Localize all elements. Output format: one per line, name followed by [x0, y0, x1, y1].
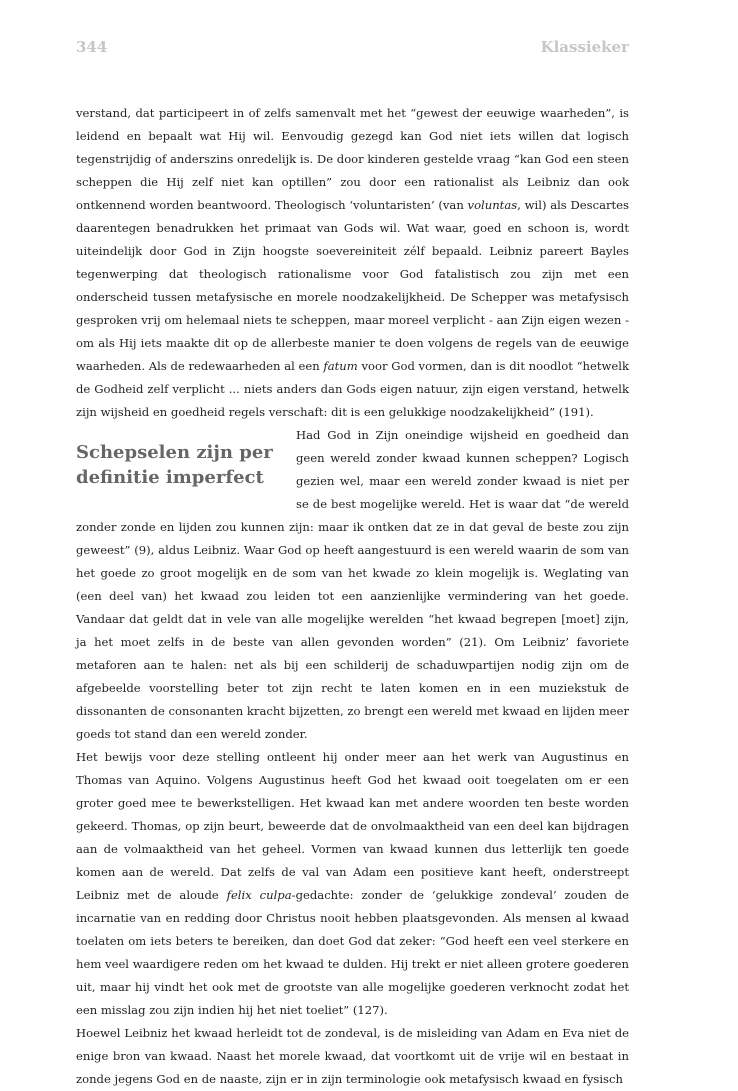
paragraph-3-emphasis-felix-culpa: felix culpa — [226, 888, 292, 902]
paragraph-3 — [76, 746, 629, 1022]
running-title: Klassieker — [540, 38, 629, 56]
paragraph-1-text-c: voor God vormen, dan is dit noodlot “hetwelk de Godheid zelf verplicht ... niets anders dan Gods eigen natuur, zijn eigen verstand, hetwelk zijn wijsheid en goedheid regels verschaft: dit is een gelukkige noodzakelijkheid” (191). — [76, 359, 629, 419]
paragraph-1-text-b: , wil) als Descartes daarentegen benadrukken het primaat van Gods wil. Wat waar, goed en schoon is, wordt uiteindelijk door God in Zijn hoogste soevereiniteit zélf bepaald. Leibniz pareert Bayles tegenwerping dat theologisch rationalisme voor God fatalistisch zou zijn met een onderscheid tussen metafysische en morele noodzakelijkheid. De Schepper was metafysisch gesproken vrij om helemaal niets te scheppen, maar moreel verplicht - aan Zijn eigen wezen - om als Hij iets maakte dit op de allerbeste manier te doen volgens de regels van de eeuwige waarheden. Als de redewaarheden al een — [76, 198, 629, 373]
paragraph-1-emphasis-fatum: fatum — [323, 359, 358, 373]
paragraph-3-text-b: -gedachte: zonder de ‘gelukkige zondeval’ zouden de incarnatie van en redding door Christus nooit hebben plaatsgevonden. Als mensen al kwaad toelaten om iets beters te bereiken, dan doet God dat zeker: “God heeft een veel sterkere en hem veel waardigere reden om het kwaad te dulden. Hij trekt er niet alleen grotere goederen uit, maar hij vindt het ook met de grootste van alle mogelijke goederen verknocht zodat het een misslag zou zijn indien hij het niet toeliet” (127). — [76, 888, 629, 1017]
paragraph-1-emphasis-voluntas: voluntas — [467, 198, 518, 212]
paragraph-1 — [76, 102, 629, 424]
page-number: 344 — [76, 38, 108, 56]
page-header — [76, 38, 629, 62]
paragraph-3-text-a: Het bewijs voor deze stelling ontleent hij onder meer aan het werk van Augustinus en Thomas van Aquino. Volgens Augustinus heeft God het kwaad ooit toegelaten om er een groter goed mee te bewerkstelligen. Het kwaad kan met andere woorden ten beste worden gekeerd. Thomas, op zijn beurt, beweerde dat de onvolmaaktheid van een deel kan bijdragen aan de volmaaktheid van het geheel. Vormen van kwaad kunnen dus letterlijk ten goede komen aan de wereld. Dat zelfs de val van Adam een positieve kant heeft, onderstreept Leibniz met de aloude — [76, 750, 629, 902]
paragraph-4: Hoewel Leibniz het kwaad herleidt tot de zondeval, is de misleiding van Adam en Eva niet de enige bron van kwaad. Naast het morele kwaad, dat voortkomt uit de vrije wil en bestaat in zonde jegens God en de naaste, zijn er in zijn terminologie ook metafysisch kwaad en fysisch — [76, 1026, 629, 1086]
paragraph-2: Had God in Zijn oneindige wijsheid en goedheid dan geen wereld zonder kwaad kunnen scheppen? Logisch gezien wel, maar een wereld zonder kwaad is niet per se de best mogelijke wereld. Het is waar dat “de wereld zonder zonde en lijden zou kunnen zijn: maar ik ontken dat ze in dat geval de beste zou zijn geweest” (9), aldus Leibniz. Waar God op heeft aangestuurd is een wereld waarin de som van het goede zo groot mogelijk en de som van het kwade zo klein mogelijk is. Weglating van (een deel van) het kwaad zou leiden tot een aanzienlijke vermindering van het goede. Vandaar dat geldt dat in vele van alle mogelijke werelden “het kwaad begrepen [moet] zijn, ja het moet zelfs in de beste van allen gevonden worden” (21). Om Leibniz’ favoriete metaforen aan te halen: net als bij een schilderij de schaduwpartijen nodig zijn om de afgebeelde voorstelling beter tot zijn recht te laten komen en in een muziekstuk de dissonanten de consonanten kracht bijzetten, zo brengt een wereld met kwaad en lijden meer goeds tot stand dan een wereld zonder. — [76, 428, 629, 741]
body-text — [76, 102, 629, 1091]
section-heading: Schepselen zijn per definitie imperfect — [76, 442, 273, 488]
paragraph-1-text-a: verstand, dat participeert in of zelfs samenvalt met het “gewest der eeuwige waarheden”, is leidend en bepaalt wat Hij wil. Eenvoudig gezegd kan God niet iets willen dat logisch tegenstrijdig of anderszins onredelijk is. De door kinderen gestelde vraag “kan God een steen scheppen die Hij zelf niet kan optillen” zou door een rationalist als Leibniz dan ook ontkennend worden beantwoord. Theologisch ‘voluntaristen’ (van — [76, 106, 629, 212]
